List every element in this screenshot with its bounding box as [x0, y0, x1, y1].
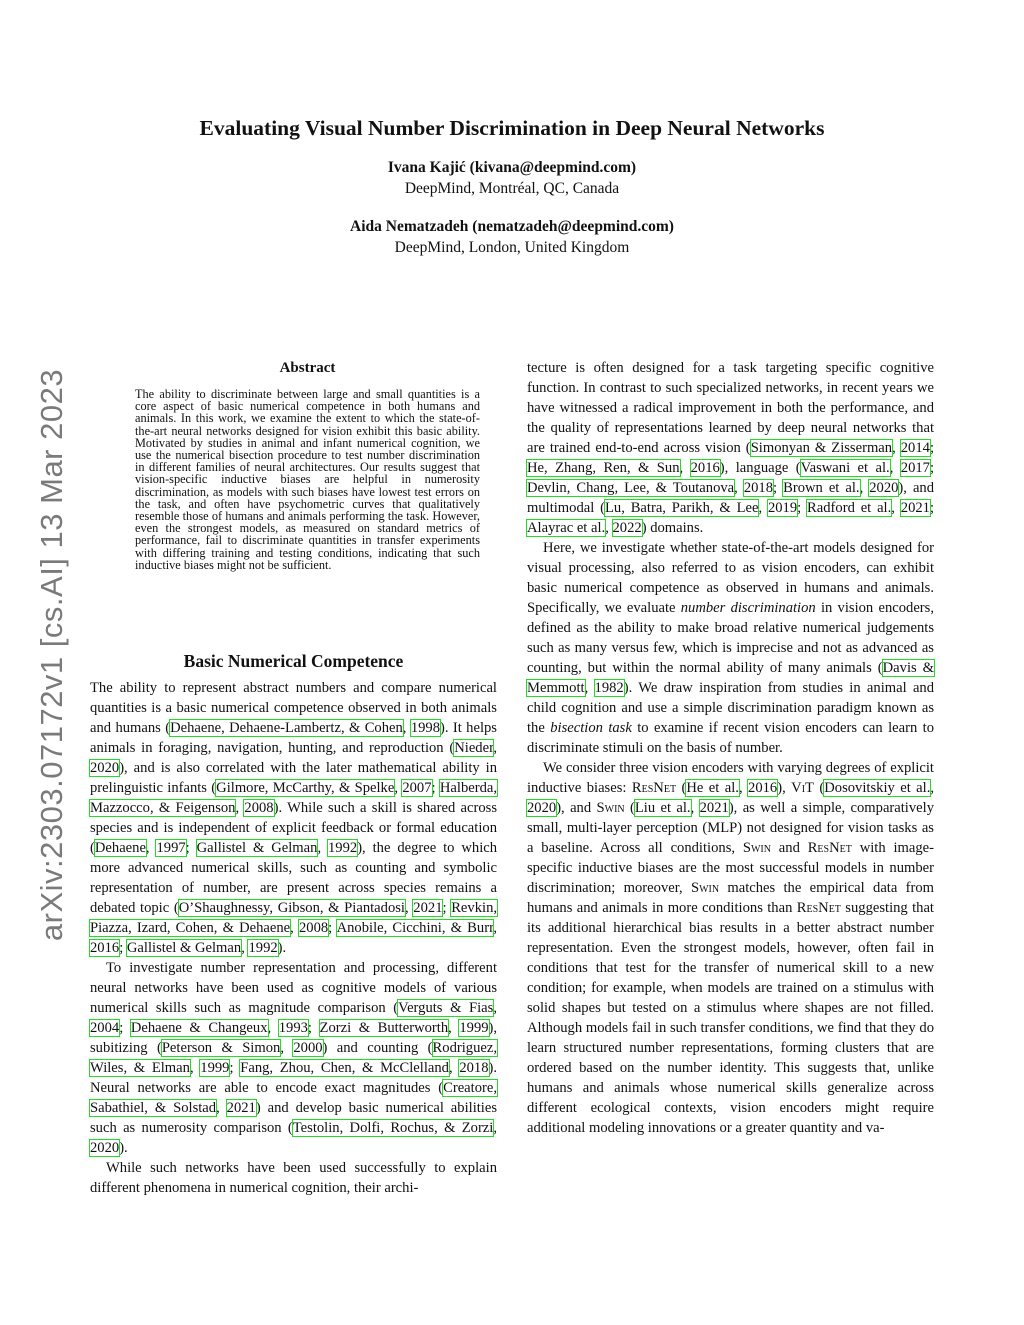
- citation-link[interactable]: Peterson & Simon: [161, 1040, 281, 1056]
- citation-link[interactable]: 2007: [402, 780, 432, 796]
- citation-link[interactable]: He, Zhang, Ren, & Sun: [527, 460, 680, 476]
- citation-link[interactable]: Simonyan & Zisserman: [750, 440, 893, 456]
- paragraph: While such networks have been used successfully to explain different phenomena in numerical cognition, their archi-: [90, 1160, 497, 1196]
- citation-link[interactable]: 2016: [690, 460, 720, 476]
- abstract-heading: Abstract: [279, 360, 336, 376]
- paper-title: Evaluating Visual Number Discrimination in Deep Neural Networks: [199, 116, 825, 140]
- author-affiliation: DeepMind, London, United Kingdom: [394, 239, 630, 256]
- citation-link[interactable]: Verguts & Fias: [398, 1000, 494, 1016]
- citation-link[interactable]: Gallistel & Gelman: [196, 840, 318, 856]
- citation-link[interactable]: Brown et al.: [783, 480, 860, 496]
- citation-link[interactable]: 2004: [90, 1020, 120, 1036]
- paragraph: The ability to represent abstract numbers and compare numerical quantities is a basic numerical competence observed in both animals and humans (Dehaene, Dehaene-Lambertz, & Cohen, 1998). It helps animals in foraging, navigation, hunting, and reproduction (Nieder, 2020), and is also correlated with the later mathematical ability in prelinguistic infants (Gilmore, McCarthy, & Spelke, 2007; Halberda, Mazzocco, & Feigenson, 2008). While such a skill is shared across species and is independent of explicit feedback or formal education (Dehaene, 1997; Gallistel & Gelman, 1992), the degree to which more advanced numerical skills, such as counting and symbolic representation of number, are present across species remains a debated topic (O’Shaughnessy, Gibson, & Piantadosi, 2021; Revkin, Piazza, Izard, Cohen, & Dehaene, 2008; Anobile, Cicchini, & Burr, 2016; Gallistel & Gelman, 1992).: [90, 680, 498, 956]
- abstract-text: The ability to discriminate between large and small quantities is a core aspect of basic numerical competence in both humans and animals. In this work, we examine the extent to which the state-of-the-art neural networks designed for vision exhibit this basic ability. Motivated by studies in animal and infant numerical cognition, we use the numerical bisection procedure to test number discrimination in different families of neural architectures. Our results suggest that vision-specific inductive biases are helpful in numerosity discrimination, as models with such biases have lowest test errors on the task, and often have psychometric curves that qualitatively resemble those of humans and animals performing the task. However, even the strongest models, as measured on standard metrics of performance, fail to discriminate quantities in transfer experiments with differing training and testing conditions, indicating that such inductive biases might not be sufficient.: [135, 387, 480, 572]
- citation-link[interactable]: Davis & Memmott: [527, 660, 934, 696]
- citation-link[interactable]: 2000: [293, 1040, 323, 1056]
- citation-link[interactable]: Zorzi & Butterworth: [319, 1020, 449, 1036]
- citation-link[interactable]: Radford et al.: [807, 500, 892, 516]
- citation-link[interactable]: 2016: [90, 940, 120, 956]
- citation-link[interactable]: 1992: [248, 940, 278, 956]
- citation-link[interactable]: 2008: [298, 920, 329, 936]
- citation-link[interactable]: 2020: [527, 800, 557, 816]
- left-column: [90, 678, 497, 1198]
- citation-link[interactable]: 1999: [459, 1020, 489, 1036]
- citation-link[interactable]: Dehaene, Dehaene-Lambertz, & Cohen: [170, 720, 403, 736]
- citation-link[interactable]: 2016: [748, 780, 778, 796]
- citation-link[interactable]: Vaswani et al.: [800, 460, 890, 476]
- author-name: Aida Nematzadeh (nematzadeh@deepmind.com): [350, 218, 674, 235]
- paragraph: Here, we investigate whether state-of-the-art models designed for visual processing, also referred to as vision encoders, can exhibit basic numerical competence as observed in humans and animals. Specifically, we evaluate number discrimination in vision encoders, defined as the ability to make broad relative numerical judgements such as many versus few, which is imprecise and not as advanced as counting, but within the normal ability of many animals (Davis & Memmott, 1982). We draw inspiration from studies in animal and child cognition and use a simple discrimination paradigm known as the bisection task to examine if recent vision encoders can learn to discriminate stimuli on the basis of number.: [527, 540, 935, 756]
- citation-link[interactable]: Lu, Batra, Parikh, & Lee: [605, 500, 759, 516]
- paragraph: To investigate number representation and processing, different neural networks have been used as cognitive models of various numerical skills such as magnitude comparison (Verguts & Fias, 2004; Dehaene & Changeux, 1993; Zorzi & Butterworth, 1999), subitizing (Peterson & Simon, 2000) and counting (Rodriguez, Wiles, & Elman, 1999; Fang, Zhou, Chen, & McClelland, 2018). Neural networks are able to encode exact magnitudes (Creatore, Sabathiel, & Solstad, 2021) and develop basic numerical abilities such as numerosity comparison (Testolin, Dolfi, Rochus, & Zorzi, 2020).: [90, 960, 498, 1156]
- citation-link[interactable]: 2019: [767, 500, 798, 516]
- citation-link[interactable]: 1993: [278, 1020, 308, 1036]
- author-name: Ivana Kajić (kivana@deepmind.com): [387, 159, 637, 176]
- abstract: [135, 360, 480, 571]
- citation-link[interactable]: 2021: [900, 500, 930, 516]
- citation-link[interactable]: Liu et al.: [634, 800, 691, 816]
- citation-link[interactable]: Anobile, Cicchini, & Burr: [336, 920, 494, 936]
- author-affiliation: DeepMind, Montréal, QC, Canada: [404, 180, 620, 197]
- citation-link[interactable]: 1982: [594, 680, 624, 696]
- citation-link[interactable]: Fang, Zhou, Chen, & McClelland: [240, 1060, 449, 1076]
- citation-link[interactable]: 2017: [900, 460, 930, 476]
- citation-link[interactable]: Devlin, Chang, Lee, & Toutanova: [527, 480, 735, 496]
- citation-link[interactable]: Dehaene: [94, 840, 146, 856]
- citation-link[interactable]: Creatore, Sabathiel, & Solstad: [90, 1080, 497, 1116]
- citation-link[interactable]: Testolin, Dolfi, Rochus, & Zorzi: [292, 1120, 494, 1136]
- citation-link[interactable]: 2021: [226, 1100, 256, 1116]
- citation-link[interactable]: 1997: [156, 840, 186, 856]
- citation-link[interactable]: 2020: [90, 1140, 120, 1156]
- citation-link[interactable]: 2018: [459, 1060, 489, 1076]
- citation-link[interactable]: 2022: [612, 520, 642, 536]
- citation-link[interactable]: He et al.: [686, 780, 739, 796]
- citation-link[interactable]: 2020: [90, 760, 120, 776]
- citation-link[interactable]: Gallistel & Gelman: [126, 940, 242, 956]
- citation-link[interactable]: Rodriguez, Wiles, & Elman: [90, 1040, 497, 1076]
- citation-link[interactable]: Dehaene & Changeux: [130, 1020, 268, 1036]
- citation-link[interactable]: Dosovitskiy et al.: [824, 780, 931, 796]
- paragraph: tecture is often designed for a task targeting specific cognitive function. In contrast to such specialized networks, in recent years we have witnessed a radical improvement in both the performance, and the quality of representations learned by deep neural networks that are trained end-to-end across vision (Simonyan & Zisserman, 2014; He, Zhang, Ren, & Sun, 2016), language (Vaswani et al., 2017; Devlin, Chang, Lee, & Toutanova, 2018; Brown et al., 2020), and multimodal (Lu, Batra, Parikh, & Lee, 2019; Radford et al., 2021; Alayrac et al., 2022) domains.: [527, 360, 935, 536]
- citation-link[interactable]: 1998: [410, 720, 441, 736]
- paragraph: We consider three vision encoders with varying degrees of explicit inductive biases: ResNet (He et al., 2016), ViT (Dosovitskiy et al., 2020), and Swin (Liu et al., 2021), as well a simple, comparatively small, multi-layer perception (MLP) not designed for vision tasks as a baseline. Across all conditions, Swin and ResNet with image-specific inductive biases are the most successful models in number discrimination; moreover, Swin matches the empirical data from humans and animals in more conditions than ResNet suggesting that its additional hierarchical bias results in a better abstract number representation. Even the strongest models, however, often fail in conditions that test for the transfer of numerical skill to a new condition; for example, when models are trained on a stimulus with solid shapes but tested on a stimulus where shapes are not filled. Although models fail in such transfer conditions, we find that they do learn structured number representations, forming clusters that are ordered based on the number identity. This suggests that, unlike humans and animals whose numerical skills generalize across different ecological contexts, vision encoders might require additional modeling innovations or a greater quantity and va-: [527, 760, 935, 1136]
- citation-link[interactable]: 1992: [328, 840, 358, 856]
- citation-link[interactable]: Revkin, Piazza, Izard, Cohen, & Dehaene: [90, 900, 498, 936]
- citation-link[interactable]: O’Shaughnessy, Gibson, & Piantadosi: [178, 900, 405, 916]
- citation-link[interactable]: 2021: [699, 800, 729, 816]
- citation-link[interactable]: Gilmore, McCarthy, & Spelke: [216, 780, 395, 796]
- citation-link[interactable]: 2018: [743, 480, 774, 496]
- citation-link[interactable]: Nieder: [454, 740, 494, 756]
- citation-link[interactable]: Alayrac et al.: [527, 520, 606, 536]
- author-block-1: [0, 157, 1024, 199]
- citation-link[interactable]: Halberda, Mazzocco, & Feigenson: [90, 780, 498, 816]
- author-block-2: [0, 216, 1024, 258]
- arxiv-identifier: arXiv:2303.07172v1 [cs.AI] 13 Mar 2023: [34, 368, 69, 942]
- right-column: [527, 358, 934, 1138]
- section-heading: Basic Numerical Competence: [183, 651, 404, 671]
- citation-link[interactable]: 2020: [869, 480, 899, 496]
- citation-link[interactable]: 1999: [200, 1060, 230, 1076]
- citation-link[interactable]: 2014: [900, 440, 930, 456]
- citation-link[interactable]: 2021: [413, 900, 443, 916]
- citation-link[interactable]: 2008: [244, 800, 274, 816]
